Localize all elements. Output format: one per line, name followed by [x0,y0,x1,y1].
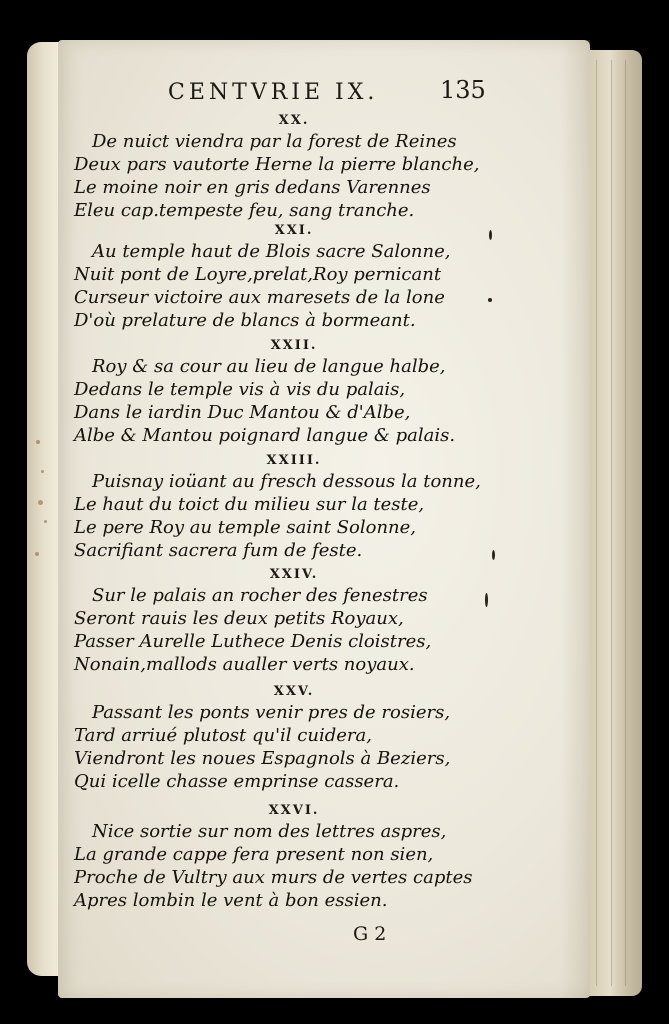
ink-mark [492,550,495,560]
verse-line: Curseur victoire aux maresets de la lone [74,287,445,308]
signature-mark: G 2 [353,923,387,945]
verse-line: Apres lombin le vent à bon essien. [74,890,388,911]
verse-line: Dedans le temple vis à vis du palais, [74,379,406,400]
quatrain [74,566,514,676]
quatrain-number: XXI. [274,223,314,238]
verse-line: Le moine noir en gris dedans Varennes [74,177,431,198]
verse-line: Deux pars vautorte Herne la pierre blanche, [74,154,480,175]
page-number: 135 [440,76,486,104]
foxing-spot [36,440,40,444]
ink-mark [489,230,492,240]
verse-line: Le pere Roy au temple saint Solonne, [74,517,417,538]
verse-line: Le haut du toict du milieu sur la teste, [74,494,425,515]
foxing-spot [38,500,43,505]
quatrain [74,222,514,332]
verse-line: Eleu cap.tempeste feu, sang tranche. [74,200,415,221]
verse-line: Qui icelle chasse emprinse cassera. [74,771,400,792]
verse-line: Dans le iardin Duc Mantou & d'Albe, [74,402,411,423]
quatrain-number: XXV. [273,684,315,699]
quatrain [74,452,514,562]
foxing-spot [41,470,44,473]
foxing-spot [44,520,47,523]
quatrain-number: XXII. [270,338,318,353]
quatrain [74,683,514,793]
verse-line: Passant les ponts venir pres de rosiers, [92,702,451,723]
quatrain-number: XXIV. [269,567,319,582]
verse-line: Albe & Mantou poignard langue & palais. [74,425,456,446]
verse-line: Nuit pont de Loyre,prelat,Roy pernicant [74,264,442,285]
verse-line: Tard arriué plutost qu'il cuidera, [74,725,372,746]
verse-line: Passer Aurelle Luthece Denis cloistres, [74,631,432,652]
book-page [58,40,590,998]
ink-mark [485,593,488,607]
ink-mark [488,298,492,302]
verse-line: Roy & sa cour au lieu de langue halbe, [92,356,446,377]
quatrain-number: XXVI. [268,803,320,818]
foxing-spot [35,552,39,556]
verse-line: De nuict viendra par la forest de Reines [92,131,457,152]
verse-line: Viendront les noues Espagnols à Beziers, [74,748,451,769]
verse-line: Proche de Vultry aux murs de vertes captes [74,867,473,888]
verse-line: Sacrifiant sacrera fum de feste. [74,540,363,561]
verse-line: Sur le palais an rocher des fenestres [92,585,428,606]
running-title: CENTVRIE IX. [168,80,379,105]
verse-line: Au temple haut de Blois sacre Salonne, [92,241,451,262]
quatrain [74,112,514,222]
verse-line: La grande cappe fera present non sien, [74,844,434,865]
quatrain [74,337,514,447]
verse-line: D'où prelature de blancs à bormeant. [74,310,416,331]
quatrain-number: XX. [278,113,310,128]
quatrain-number: XXIII. [266,453,322,468]
verse-line: Nice sortie sur nom des lettres aspres, [92,821,447,842]
quatrain [74,802,514,912]
verse-line: Seront rauis les deux petits Royaux, [74,608,404,629]
verse-line: Nonain,mallods aualler verts noyaux. [74,654,415,675]
verse-line: Puisnay ioüant au fresch dessous la tonne, [92,471,481,492]
